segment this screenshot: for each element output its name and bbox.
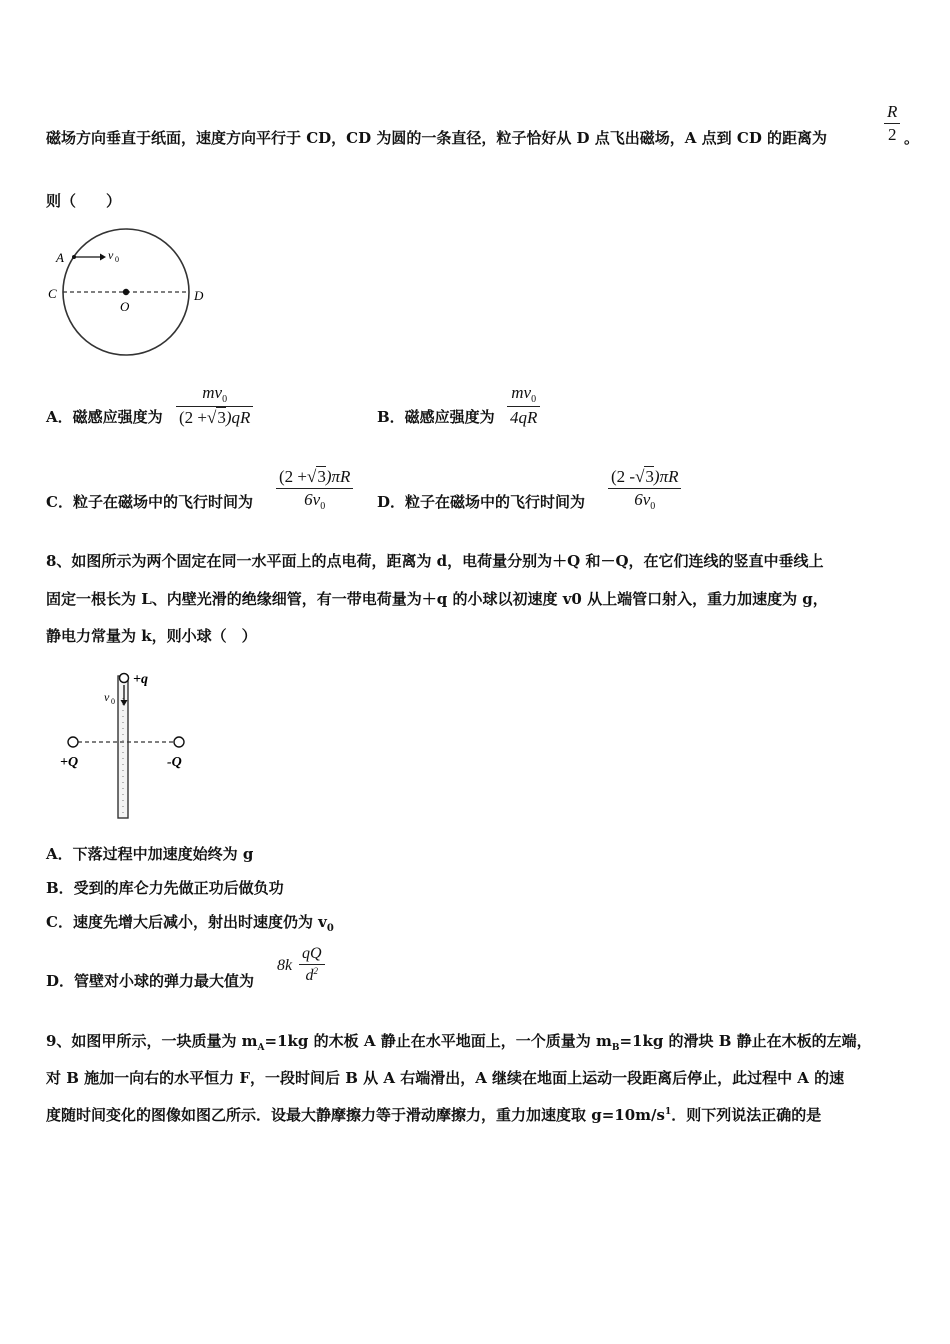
q8-option-c[interactable]: C．速度先增大后减小，射出时速度仍为 $v_0$ xyxy=(46,913,334,934)
label-d: D xyxy=(194,288,204,303)
q7-stem-line1: 磁场方向垂直于纸面，速度方向平行于 CD，CD 为圆的一条直径，粒子恰好从 D 点飞出磁场，A 点到 CD 的距离为 xyxy=(46,129,828,147)
label-plus-q: +q xyxy=(133,672,148,687)
q9-stem-line2: 对 B 施加一向右的水平恒力 F，一段时间后 B 从 A 右端滑出，A 继续在地面上运动一段距离后停止，此过程中 A 的速 xyxy=(46,1069,845,1087)
center-o-point xyxy=(123,289,129,295)
q8-option-d[interactable]: D．管壁对小球的弹力最大值为 xyxy=(46,972,255,990)
q7-option-d-formula: (2 -√3)πR $6v_0$ xyxy=(608,467,681,512)
q7-option-d[interactable]: D．粒子在磁场中的飞行时间为 xyxy=(377,493,586,511)
q8-option-a[interactable]: A．下落过程中加速度始终为 g xyxy=(46,845,254,863)
q9-stem-line1: 9、如图甲所示，一块质量为 $m_A=1kg$ 的木板 A 静止在水平地面上，一个质量为 $m_B=1kg$ 的滑块 B 静止在木板的左端， xyxy=(46,1032,872,1053)
q7-option-a-formula: $mv_0$ (2 +√3)qR xyxy=(176,383,253,428)
q7-option-c-formula: (2 +√3)πR $6v_0$ xyxy=(276,467,353,512)
label-v: v xyxy=(108,248,114,262)
q7-circle-figure xyxy=(40,222,220,362)
q7-stem-end: 。 xyxy=(904,129,920,147)
label-plus-Q: +Q xyxy=(60,755,79,770)
label-v0: v xyxy=(104,690,110,704)
label-a: A xyxy=(56,250,64,265)
small-ball xyxy=(120,674,129,683)
q7-option-c[interactable]: C．粒子在磁场中的飞行时间为 xyxy=(46,493,253,511)
label-o: O xyxy=(120,299,130,314)
q7-stem-fraction: R 2 xyxy=(884,102,900,145)
q8-tube-figure xyxy=(55,668,205,824)
q7-option-b-formula: $mv_0$ 4qR xyxy=(507,383,540,428)
label-minus-Q: -Q xyxy=(167,755,182,770)
positive-charge xyxy=(68,737,78,747)
q8-stem-line3: 静电力常量为 k，则小球（ ） xyxy=(46,627,257,645)
q7-option-a[interactable]: A．磁感应强度为 xyxy=(46,408,163,426)
q8-stem-line1: 8、如图所示为两个固定在同一水平面上的点电荷，距离为 d，电荷量分别为＋Q 和－Q，在它们连线的竖直中垂线上 xyxy=(46,552,824,570)
label-c: C xyxy=(48,286,57,301)
q7-option-b[interactable]: B．磁感应强度为 xyxy=(377,408,495,426)
label-v-sub: 0 xyxy=(115,255,119,264)
q8-option-d-formula: 8k $\frac{qQ}{d^2}$ xyxy=(277,945,325,985)
negative-charge xyxy=(174,737,184,747)
label-v0-sub: 0 xyxy=(111,697,115,706)
q8-option-b[interactable]: B．受到的库仑力先做正功后做负功 xyxy=(46,879,284,897)
q8-stem-line2: 固定一根长为 L、内壁光滑的绝缘细管，有一带电荷量为＋q 的小球以初速度 v0 从上端管口射入，重力加速度为 g， xyxy=(46,590,828,608)
q7-stem-line2: 则（ ） xyxy=(46,192,122,210)
velocity-arrowhead xyxy=(100,254,106,261)
q9-stem-line3: 度随时间变化的图像如图乙所示．设最大静摩擦力等于滑动摩擦力，重力加速度取 $g=10m/s^1$．则下列说法正确的是 xyxy=(46,1106,822,1124)
